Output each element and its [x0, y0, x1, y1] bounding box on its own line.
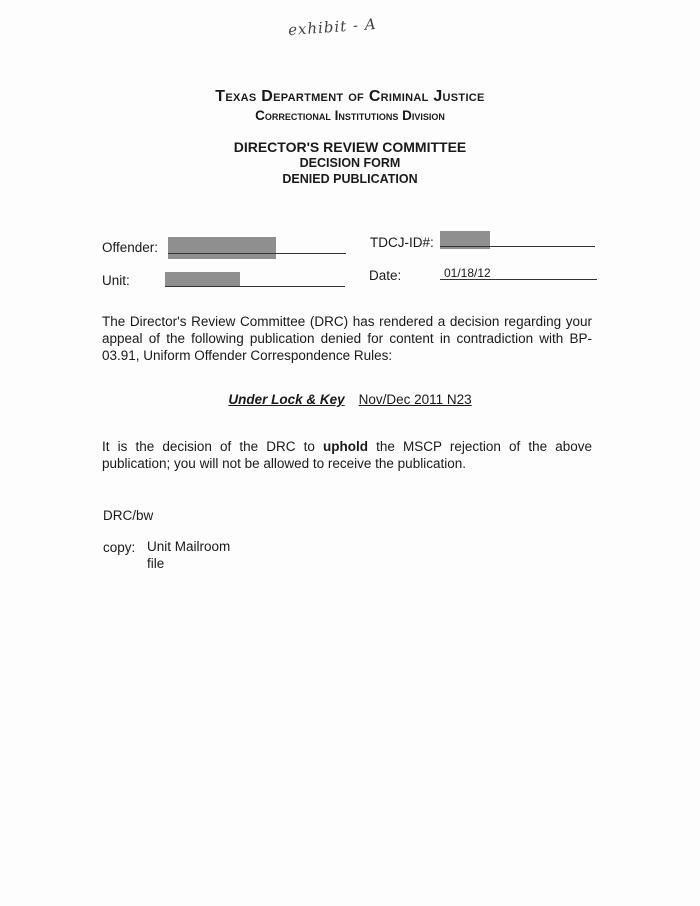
agency-title: Texas Department of Criminal Justice: [215, 88, 485, 105]
committee-title: DIRECTOR'S REVIEW COMMITTEE: [233, 139, 467, 155]
division-title: Correctional Institutions Division: [255, 108, 445, 123]
unit-redaction: [165, 272, 240, 287]
offender-redaction: [168, 237, 276, 259]
copy-label: copy:: [103, 540, 136, 555]
copy-recipient-file: file: [147, 556, 165, 571]
publication-issue: Nov/Dec 2011 N23: [358, 392, 472, 407]
decision-uphold: uphold: [322, 439, 368, 454]
subject-title: DENIED PUBLICATION: [282, 172, 418, 186]
author-initials: DRC/bw: [103, 508, 154, 523]
unit-underline: [165, 286, 345, 287]
tdcj-id-label: TDCJ-ID#:: [370, 235, 434, 250]
offender-underline: [168, 253, 346, 254]
handwritten-exhibit-note: exhibit - A: [287, 14, 378, 40]
date-value: 01/18/12: [444, 266, 491, 280]
offender-label: Offender:: [102, 240, 159, 255]
tdcj-id-underline: [440, 246, 595, 247]
decision-text-after: the MSCP rejection of the above publication; you will not be allowed to receive the publication.: [102, 439, 592, 471]
decision-text-before: It is the decision of the DRC to: [102, 439, 323, 454]
publication-line: [0, 392, 700, 407]
date-label: Date:: [369, 268, 402, 283]
copy-recipient-mailroom: Unit Mailroom: [147, 539, 231, 554]
form-title: DECISION FORM: [299, 156, 401, 170]
unit-label: Unit:: [102, 273, 130, 288]
decision-paragraph: [102, 438, 592, 472]
publication-title: Under Lock & Key: [228, 392, 345, 407]
date-underline: [440, 279, 597, 280]
intro-paragraph: The Director's Review Committee (DRC) has rendered a decision regarding your appeal of the following publication denied for content in contradiction with BP-03.91, Uniform Offender Correspondence Rules:: [102, 314, 592, 363]
